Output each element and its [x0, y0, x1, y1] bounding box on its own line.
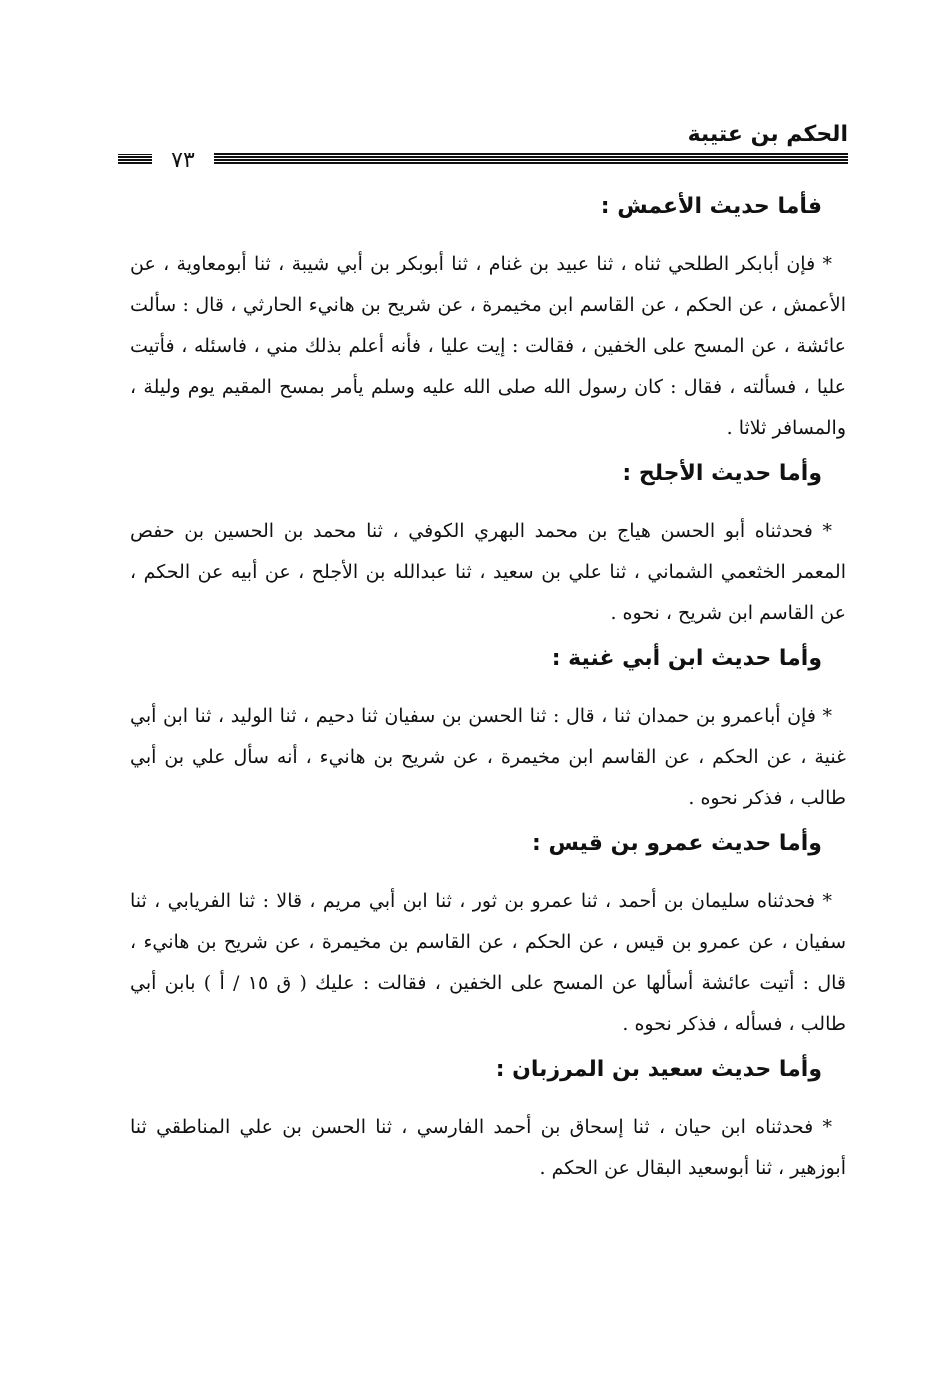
page-content: [130, 190, 846, 1197]
section-said-ibn-marzuban: [130, 1053, 846, 1189]
section-heading: فأما حديث الأعمش :: [600, 194, 822, 219]
section-heading: وأما حديث ابن أبي غنية :: [551, 646, 822, 671]
header-rule-left: [118, 154, 152, 164]
section-ajlah: [130, 457, 846, 634]
section-body: * فإن أباعمرو بن حمدان ثنا ، قال : ثنا الحسن بن سفيان ثنا دحيم ، ثنا الوليد ، ثنا ابن أبي غنية ، عن الحكم ، عن القاسم ابن مخيمرة ، عن شريح بن هانيء ، أنه سأل علي بن أبي طالب ، فذكر نحوه .: [130, 705, 846, 809]
section-body: * فإن أبابكر الطلحي ثناه ، ثنا عبيد بن غنام ، ثنا أبوبكر بن أبي شيبة ، ثنا أبومعاوية ، عن الأعمش ، عن الحكم ، عن القاسم ابن مخيمرة ، عن شريح بن هانيء الحارثي ، قال : سألت عائشة ، عن المسح على الخفين ، فقالت : إيت عليا ، فأنه أعلم بذلك مني ، فاسئله ، فأتيت عليا ، فسألته ، فقال : كان رسول الله صلى الله عليه وسلم يأمر بمسح المقيم يوم وليلة ، والمسافر ثلاثا .: [130, 253, 846, 439]
section-body: * فحدثناه ابن حيان ، ثنا إسحاق بن أحمد الفارسي ، ثنا الحسن بن علي المناطقي ثنا أبوزهير ، ثنا أبوسعيد البقال عن الحكم .: [130, 1116, 846, 1179]
section-heading: وأما حديث سعيد بن المرزبان :: [495, 1057, 822, 1082]
section-heading: وأما حديث الأجلح :: [622, 461, 822, 486]
section-body: * فحدثناه سليمان بن أحمد ، ثنا عمرو بن ثور ، ثنا ابن أبي مريم ، قالا : ثنا الفريابي ، ثنا سفيان ، عن عمرو بن قيس ، عن الحكم ، عن القاسم بن مخيمرة ، عن شريح بن هانيء ، قال : أتيت عائشة أسألها عن المسح على الخفين ، فقالت : عليك ( ق ١٥ / أ ) بابن أبي طالب ، فسأله ، فذكر نحوه .: [130, 890, 846, 1035]
section-amr-ibn-qays: [130, 827, 846, 1045]
section-heading: وأما حديث عمرو بن قيس :: [532, 831, 822, 856]
section-ibn-abi-ghaniya: [130, 642, 846, 819]
section-amash: [130, 190, 846, 449]
section-body: * فحدثناه أبو الحسن هياج بن محمد البهري الكوفي ، ثنا محمد بن الحسين بن حفص المعمر الخثعمي الشماني ، ثنا علي بن سعيد ، ثنا عبدالله بن الأجلح ، عن أبيه عن الحكم ، عن القاسم ابن شريح ، نحوه .: [130, 520, 846, 624]
header-rule-right: [214, 152, 848, 164]
page-number: ٧٣: [171, 148, 195, 173]
page-header: [118, 118, 848, 178]
running-title: الحكم بن عتيبة: [687, 122, 848, 147]
